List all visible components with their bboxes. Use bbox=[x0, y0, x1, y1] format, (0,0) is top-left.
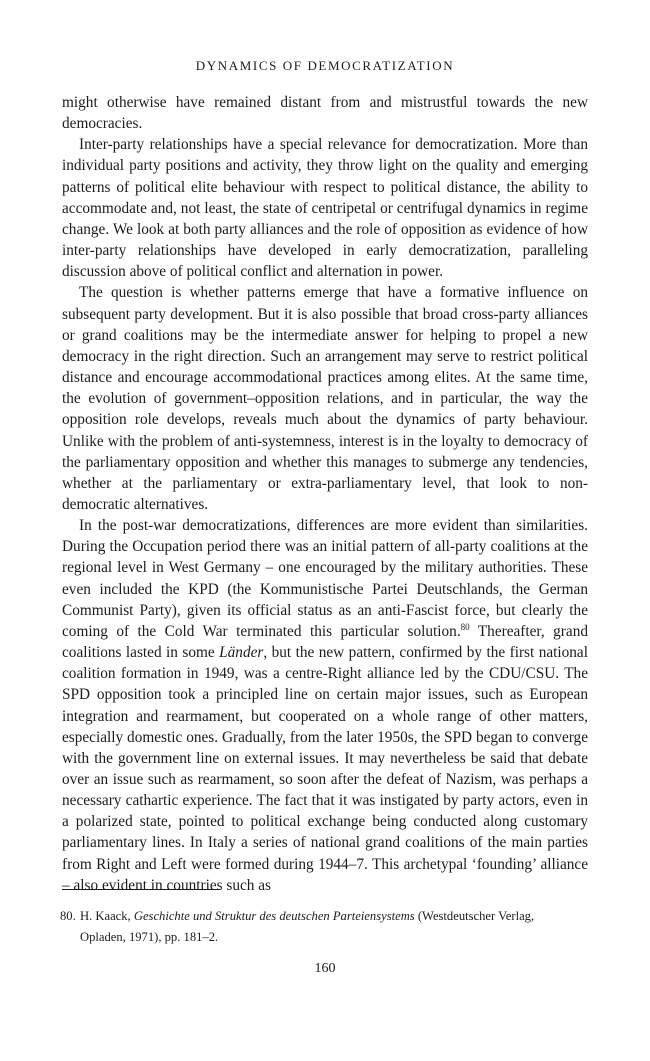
footnote-number: 80. bbox=[60, 909, 76, 923]
text-run: In the post-war democratizations, differences are more evident than similarities. During the Occupation period there was an initial pattern of all-party coalitions at the regional level in West Germany – one encouraged by the military authorities. These even included the KPD (the Kommunistische Partei Deutschlands, the German Communist Party), given its official status as an anti-Fascist force, but clearly the coming of the Cold War terminated this particular solution. bbox=[62, 517, 588, 640]
italic-text: Länder bbox=[219, 644, 264, 662]
body-paragraph bbox=[62, 282, 588, 515]
footnote-rule bbox=[62, 889, 220, 890]
text-run: Inter-party relationships have a special relevance for democratization. More than individual party positions and activity, they throw light on the quality and emerging patterns of political elite behaviour with respect to political distance, the ability to accommodate and, not least, the state of centripetal or centrifugal dynamics in regime change. We look at both party alliances and the role of opposition as evidence of how inter-party relationships have developed in early democratization, paralleling discussion above of political conflict and alternation in power. bbox=[62, 136, 588, 281]
text-run: (Westdeutscher Verlag, Opladen, 1971), pp. 181–2. bbox=[80, 909, 535, 944]
footnote-reference: 80 bbox=[460, 621, 470, 632]
body-paragraph bbox=[62, 515, 588, 896]
text-run: , but the new pattern, confirmed by the first national coalition formation in 1949, was a centre-Right alliance led by the CDU/CSU. The SPD opposition took a principled line on certain major issues, such as European integration and rearmament, but cooperated on a whole range of other matters, especially domestic ones. Gradually, from the later 1950s, the SPD began to converge with the government line on external issues. It may nevertheless be said that debate over an issue such as rearmament, so soon after the defeat of Nazism, was perhaps a necessary cathartic experience. The fact that it was instigated by party actors, even in a polarized state, pointed to political exchange being conducted along customary parliamentary lines. In Italy a series of national grand coalitions of the main parties from Right and Left were formed during 1944–7. This archetypal ‘founding’ alliance – also evident in countries such as bbox=[62, 644, 588, 894]
footnote-80 bbox=[60, 906, 550, 948]
page-number: 160 bbox=[314, 961, 336, 976]
text-run: might otherwise have remained distant from and mistrustful towards the new democracies. bbox=[62, 94, 588, 133]
body-paragraph bbox=[62, 134, 588, 282]
body-text bbox=[62, 92, 588, 896]
running-head: DYNAMICS OF DEMOCRATIZATION bbox=[195, 58, 455, 73]
text-run: H. Kaack, bbox=[80, 909, 134, 923]
text-run: The question is whether patterns emerge that have a formative influence on subsequent party development. But it is also possible that broad cross-party alliances or grand coalitions may be the intermediate answer for helping to propel a new democracy in the right direction. Such an arrangement may serve to restrict political distance and encourage accommodational practices among elites. At the same time, the evolution of government–opposition relations, and in particular, the way the opposition role develops, reveals much about the dynamics of party behaviour. Unlike with the problem of anti-systemness, interest is in the loyalty to democracy of the parliamentary opposition and whether this manages to submerge any tendencies, whether at the parliamentary or extra-parliamentary level, that look to non-democratic alternatives. bbox=[62, 284, 588, 513]
text-run: Thereafter, grand coalitions lasted in some bbox=[62, 622, 588, 662]
italic-text: Geschichte und Struktur des deutschen Parteiensystems bbox=[133, 909, 415, 923]
body-paragraph bbox=[62, 92, 588, 134]
